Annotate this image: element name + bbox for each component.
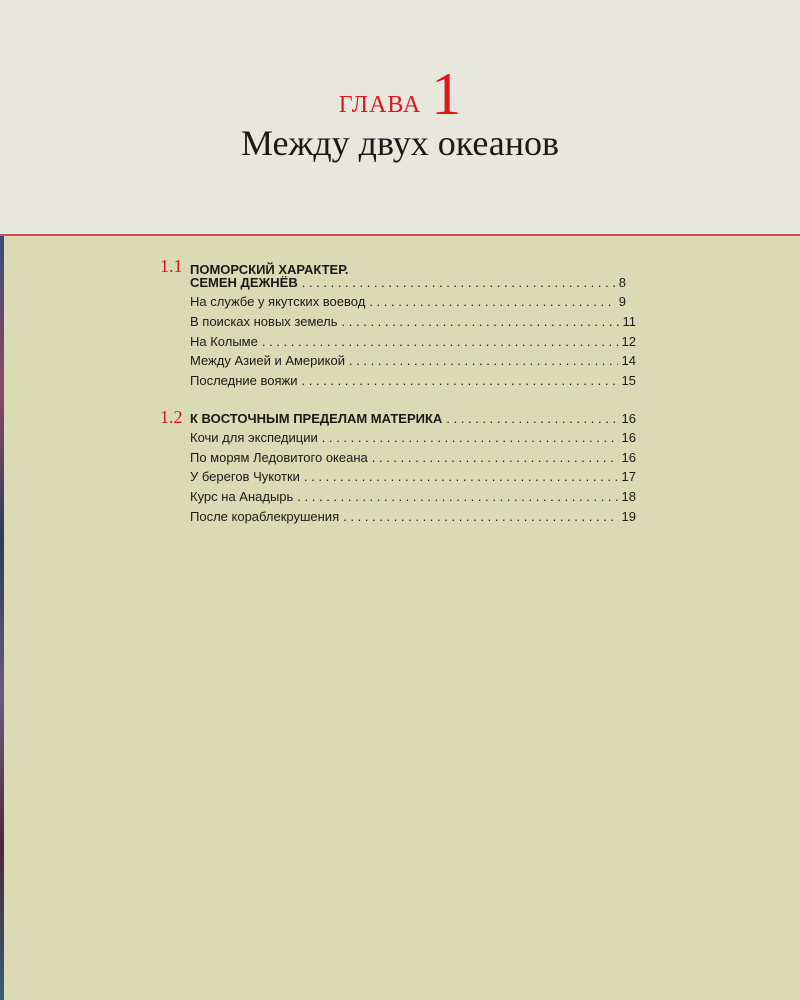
toc-entry-label: СЕМЕН ДЕЖНЁВ <box>190 275 298 290</box>
leader-dots <box>369 294 614 309</box>
leader-dots <box>297 489 617 504</box>
toc-entry-page: 11 <box>622 314 636 329</box>
section-number: 1.1 <box>160 256 183 276</box>
toc-entry-label: Последние вояжи <box>190 373 298 388</box>
chapter-number: 1 <box>431 61 462 127</box>
section-number: 1.2 <box>160 407 183 427</box>
toc-entry-page: 19 <box>621 509 636 524</box>
leader-dots <box>302 275 615 290</box>
toc-entry-label: К ВОСТОЧНЫМ ПРЕДЕЛАМ МАТЕРИКА <box>190 411 443 426</box>
toc-entry-page: 16 <box>621 411 636 426</box>
leader-dots <box>304 469 618 484</box>
chapter-word: ГЛАВА <box>338 92 422 118</box>
toc-entry-label: После кораблекрушения <box>190 509 340 524</box>
toc-entry-label: У берегов Чукотки <box>190 469 300 484</box>
leader-dots <box>349 353 618 368</box>
toc-entry[interactable] <box>190 411 636 429</box>
toc-entry-page: 15 <box>621 373 636 388</box>
toc-entry[interactable] <box>190 489 636 507</box>
toc-entry[interactable] <box>190 469 636 487</box>
leader-dots <box>322 430 618 445</box>
toc-entry-page: 14 <box>621 353 636 368</box>
leader-dots <box>342 314 619 329</box>
toc-entry[interactable] <box>190 373 636 391</box>
toc-entry-label: На службе у якутских воевод <box>190 294 366 309</box>
toc-entry-label: В поисках новых земель <box>190 314 338 329</box>
toc-entry[interactable] <box>190 353 636 371</box>
toc-entry-page: 12 <box>621 334 636 349</box>
toc-entry-label: Между Азией и Америкой <box>190 353 345 368</box>
toc-entry-label: На Колыме <box>190 334 258 349</box>
toc-entry-page: 17 <box>621 469 636 484</box>
toc-entry[interactable] <box>190 334 636 352</box>
toc-entry-page: 16 <box>621 450 636 465</box>
toc-entry[interactable] <box>190 509 636 527</box>
toc-entry-page: 9 <box>618 294 626 309</box>
toc-entry[interactable] <box>190 450 636 468</box>
toc-entry[interactable] <box>190 275 636 293</box>
leader-dots <box>262 334 618 349</box>
toc-entry[interactable] <box>190 314 636 332</box>
leader-dots <box>446 411 617 426</box>
leader-dots <box>372 450 618 465</box>
leader-dots <box>301 373 617 388</box>
leader-dots <box>343 509 617 524</box>
toc-entry-label: По морям Ледовитого океана <box>190 450 368 465</box>
toc-entry[interactable] <box>190 430 636 448</box>
toc-entry-page: 8 <box>618 275 626 290</box>
toc-entry-label: Кочи для экспедиции <box>190 430 318 445</box>
section-heading: ПОМОРСКИЙ ХАРАКТЕР. <box>190 262 349 277</box>
toc-entry[interactable] <box>190 294 636 312</box>
chapter-title: Между двух океанов <box>240 123 560 163</box>
toc-entry-page: 18 <box>621 489 636 504</box>
toc-entry-label: Курс на Анадырь <box>190 489 294 504</box>
toc-entry-page: 16 <box>621 430 636 445</box>
